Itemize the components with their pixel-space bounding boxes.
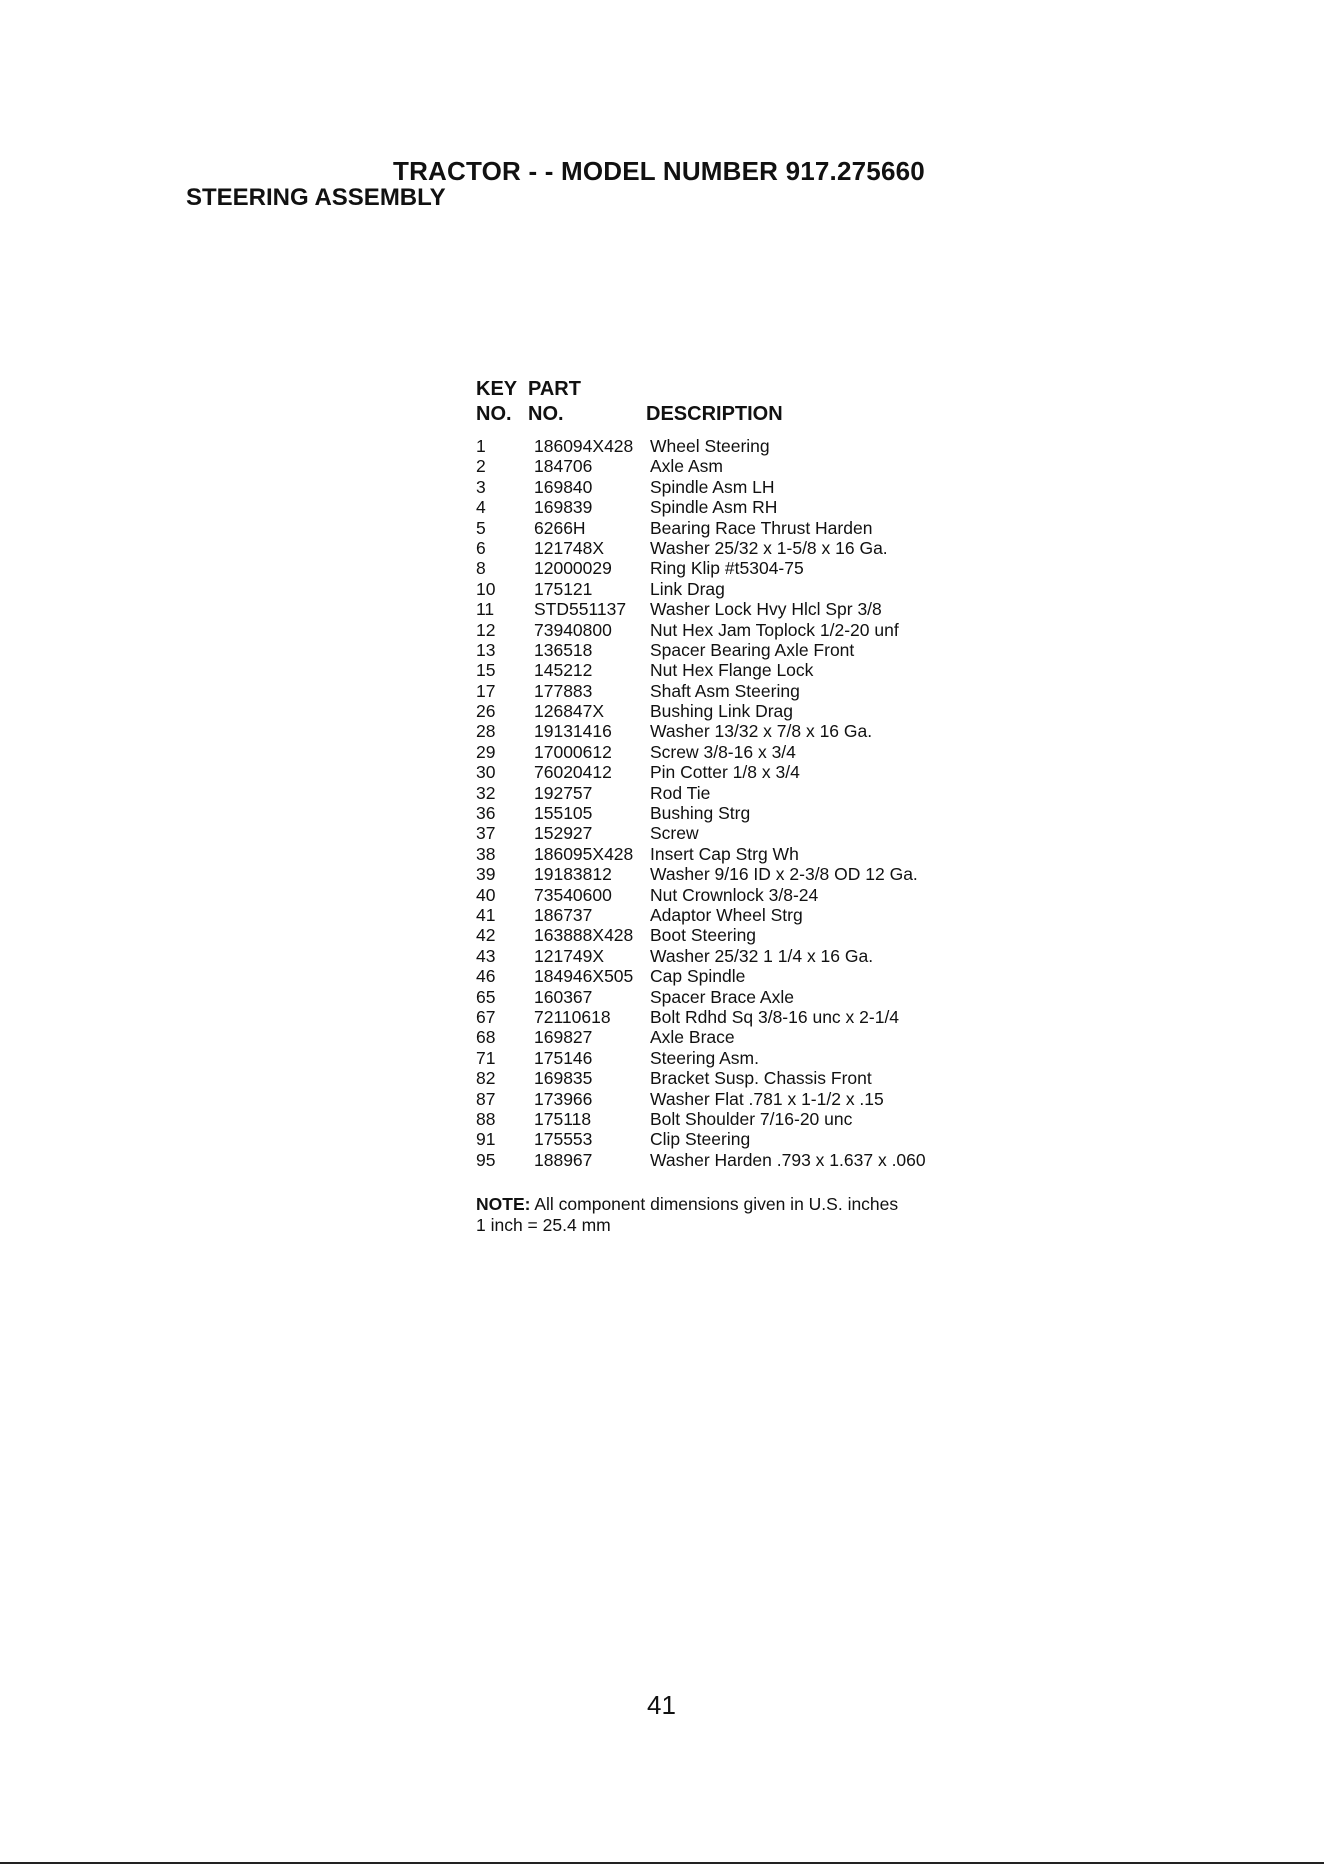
table-row [476, 579, 1076, 599]
part-description: Nut Hex Flange Lock [650, 660, 814, 681]
part-number: 175121 [534, 578, 593, 599]
table-row [476, 844, 1076, 864]
table-row [476, 1048, 1076, 1068]
part-description: Axle Asm [650, 456, 723, 477]
table-row [476, 1027, 1076, 1047]
part-number: 169835 [534, 1068, 593, 1089]
key-number: 4 [476, 497, 486, 518]
note-label: NOTE: [476, 1194, 531, 1214]
key-number: 65 [476, 986, 496, 1007]
key-number: 2 [476, 456, 486, 477]
page-number: 41 [647, 1690, 676, 1720]
part-number: 163888X428 [534, 925, 634, 946]
table-row [476, 477, 1076, 497]
part-number: 76020412 [534, 762, 612, 783]
part-description: Spindle Asm LH [650, 476, 775, 497]
key-number: 38 [476, 843, 496, 864]
table-row [476, 1150, 1076, 1170]
key-number: 91 [476, 1129, 496, 1150]
table-row [476, 456, 1076, 476]
part-description: Washer 13/32 x 7/8 x 16 Ga. [650, 721, 873, 742]
part-number: 169827 [534, 1027, 593, 1048]
key-number: 32 [476, 782, 496, 803]
key-number: 12 [476, 619, 496, 640]
part-description: Washer 25/32 x 1-5/8 x 16 Ga. [650, 537, 888, 558]
part-number: 145212 [534, 660, 593, 681]
key-number: 11 [476, 599, 495, 620]
key-number: 43 [476, 945, 496, 966]
part-description: Washer 9/16 ID x 2-3/8 OD 12 Ga. [650, 864, 918, 885]
part-number: 19131416 [534, 721, 612, 742]
part-description: Wheel Steering [650, 436, 770, 456]
part-number: 121748X [534, 537, 605, 558]
key-number: 26 [476, 701, 496, 722]
part-description: Clip Steering [650, 1129, 751, 1150]
table-row [476, 885, 1076, 905]
part-description: Shaft Asm Steering [650, 680, 800, 701]
part-description: Link Drag [650, 578, 725, 599]
bottom-rule [0, 1862, 1324, 1864]
note [476, 1194, 898, 1236]
table-row [476, 681, 1076, 701]
key-number: 68 [476, 1027, 496, 1048]
note-line2: 1 inch = 25.4 mm [476, 1215, 611, 1235]
note-line1 [476, 1194, 898, 1215]
table-row [476, 742, 1076, 762]
table-row [476, 620, 1076, 640]
key-number: 6 [476, 537, 486, 558]
part-number: 184706 [534, 456, 593, 477]
key-number: 67 [476, 1006, 496, 1027]
key-number: 87 [476, 1088, 496, 1109]
table-row [476, 538, 1076, 558]
header-key-line1: KEY [476, 378, 518, 400]
key-number: 95 [476, 1149, 496, 1170]
key-number: 42 [476, 925, 496, 946]
part-number: 175146 [534, 1047, 593, 1068]
table-header [476, 378, 1076, 428]
part-description: Cap Spindle [650, 966, 746, 987]
part-description: Bearing Race Thrust Harden [650, 517, 873, 538]
part-number: 19183812 [534, 864, 612, 885]
key-number: 1 [476, 436, 486, 456]
note-text: All component dimensions given in U.S. inches [530, 1194, 899, 1214]
table-row [476, 946, 1076, 966]
table-row [476, 783, 1076, 803]
part-number: 152927 [534, 823, 593, 844]
table-row [476, 823, 1076, 843]
key-number: 15 [476, 660, 496, 681]
part-number: 192757 [534, 782, 593, 803]
part-number: STD551137 [534, 599, 627, 620]
key-number: 5 [476, 517, 486, 538]
table-row [476, 436, 1076, 456]
part-description: Spindle Asm RH [650, 497, 778, 518]
part-description: Boot Steering [650, 925, 757, 946]
part-description: Rod Tie [650, 782, 711, 803]
part-description: Bushing Strg [650, 803, 751, 824]
section-title: STEERING ASSEMBLY [186, 184, 446, 211]
part-description: Washer Flat .781 x 1-1/2 x .15 [650, 1088, 884, 1109]
table-row [476, 925, 1076, 945]
parts-list [476, 436, 1076, 1170]
part-description: Steering Asm. [650, 1047, 759, 1068]
table-row [476, 1109, 1076, 1129]
part-description: Spacer Bearing Axle Front [650, 639, 855, 660]
key-number: 10 [476, 578, 496, 599]
part-description: Bracket Susp. Chassis Front [650, 1068, 872, 1089]
part-description: Nut Hex Jam Toplock 1/2-20 unf [650, 619, 899, 640]
table-row [476, 803, 1076, 823]
table-row [476, 599, 1076, 619]
part-number: 72110618 [534, 1006, 611, 1027]
part-number: 169839 [534, 497, 593, 518]
part-description: Bolt Rdhd Sq 3/8-16 unc x 2-1/4 [650, 1006, 900, 1027]
table-row [476, 1129, 1076, 1149]
part-number: 169840 [534, 476, 593, 497]
table-row [476, 762, 1076, 782]
part-number: 73940800 [534, 619, 612, 640]
part-number: 17000612 [534, 741, 612, 762]
key-number: 46 [476, 966, 496, 987]
part-number: 121749X [534, 945, 605, 966]
header-key-line2: NO. [476, 403, 512, 425]
header-description: DESCRIPTION [646, 403, 783, 425]
part-description: Screw 3/8-16 x 3/4 [650, 741, 796, 762]
key-number: 82 [476, 1068, 496, 1089]
part-number: 186737 [534, 904, 593, 925]
table-row [476, 497, 1076, 517]
part-description: Ring Klip #t5304-75 [650, 558, 804, 579]
part-number: 177883 [534, 680, 593, 701]
part-description: Bushing Link Drag [650, 701, 793, 722]
part-number: 136518 [534, 639, 593, 660]
part-number: 6266H [534, 517, 586, 538]
part-description: Pin Cotter 1/8 x 3/4 [650, 762, 800, 783]
part-number: 173966 [534, 1088, 593, 1109]
table-row [476, 1089, 1076, 1109]
part-description: Washer Lock Hvy Hlcl Spr 3/8 [650, 599, 882, 620]
table-row [476, 558, 1076, 578]
key-number: 88 [476, 1108, 496, 1129]
key-number: 28 [476, 721, 496, 742]
table-row [476, 905, 1076, 925]
table-row [476, 987, 1076, 1007]
table-row [476, 660, 1076, 680]
part-number: 155105 [534, 803, 593, 824]
part-description: Adaptor Wheel Strg [650, 904, 803, 925]
key-number: 13 [476, 639, 496, 660]
key-number: 17 [476, 680, 496, 701]
parts-table [476, 378, 1076, 1170]
part-number: 175118 [534, 1108, 592, 1129]
table-row [476, 701, 1076, 721]
part-number: 186094X428 [534, 436, 634, 456]
key-number: 3 [476, 476, 486, 497]
key-number: 36 [476, 803, 496, 824]
table-row [476, 518, 1076, 538]
key-number: 39 [476, 864, 496, 885]
part-description: Washer 25/32 1 1/4 x 16 Ga. [650, 945, 874, 966]
part-number: 184946X505 [534, 966, 634, 987]
part-description: Screw [650, 823, 699, 844]
key-number: 8 [476, 558, 486, 579]
header-part-line1: PART [528, 378, 581, 400]
table-row [476, 1007, 1076, 1027]
part-number: 126847X [534, 701, 605, 722]
page-title: TRACTOR - - MODEL NUMBER 917.275660 [393, 156, 925, 186]
part-number: 175553 [534, 1129, 593, 1150]
table-row [476, 1068, 1076, 1088]
part-number: 12000029 [534, 558, 612, 579]
key-number: 71 [476, 1047, 496, 1068]
part-description: Washer Harden .793 x 1.637 x .060 [650, 1149, 926, 1170]
key-number: 29 [476, 741, 496, 762]
part-number: 186095X428 [534, 843, 634, 864]
table-row [476, 721, 1076, 741]
part-description: Spacer Brace Axle [650, 986, 794, 1007]
part-description: Nut Crownlock 3/8-24 [650, 884, 819, 905]
part-number: 188967 [534, 1149, 593, 1170]
header-part-line2: NO. [528, 403, 564, 425]
key-number: 40 [476, 884, 496, 905]
part-description: Bolt Shoulder 7/16-20 unc [650, 1108, 853, 1129]
part-description: Insert Cap Strg Wh [650, 843, 799, 864]
table-row [476, 640, 1076, 660]
part-number: 73540600 [534, 884, 612, 905]
key-number: 37 [476, 823, 496, 844]
table-row [476, 966, 1076, 986]
table-row [476, 864, 1076, 884]
part-description: Axle Brace [650, 1027, 735, 1048]
key-number: 30 [476, 762, 496, 783]
key-number: 41 [476, 904, 496, 925]
part-number: 160367 [534, 986, 593, 1007]
